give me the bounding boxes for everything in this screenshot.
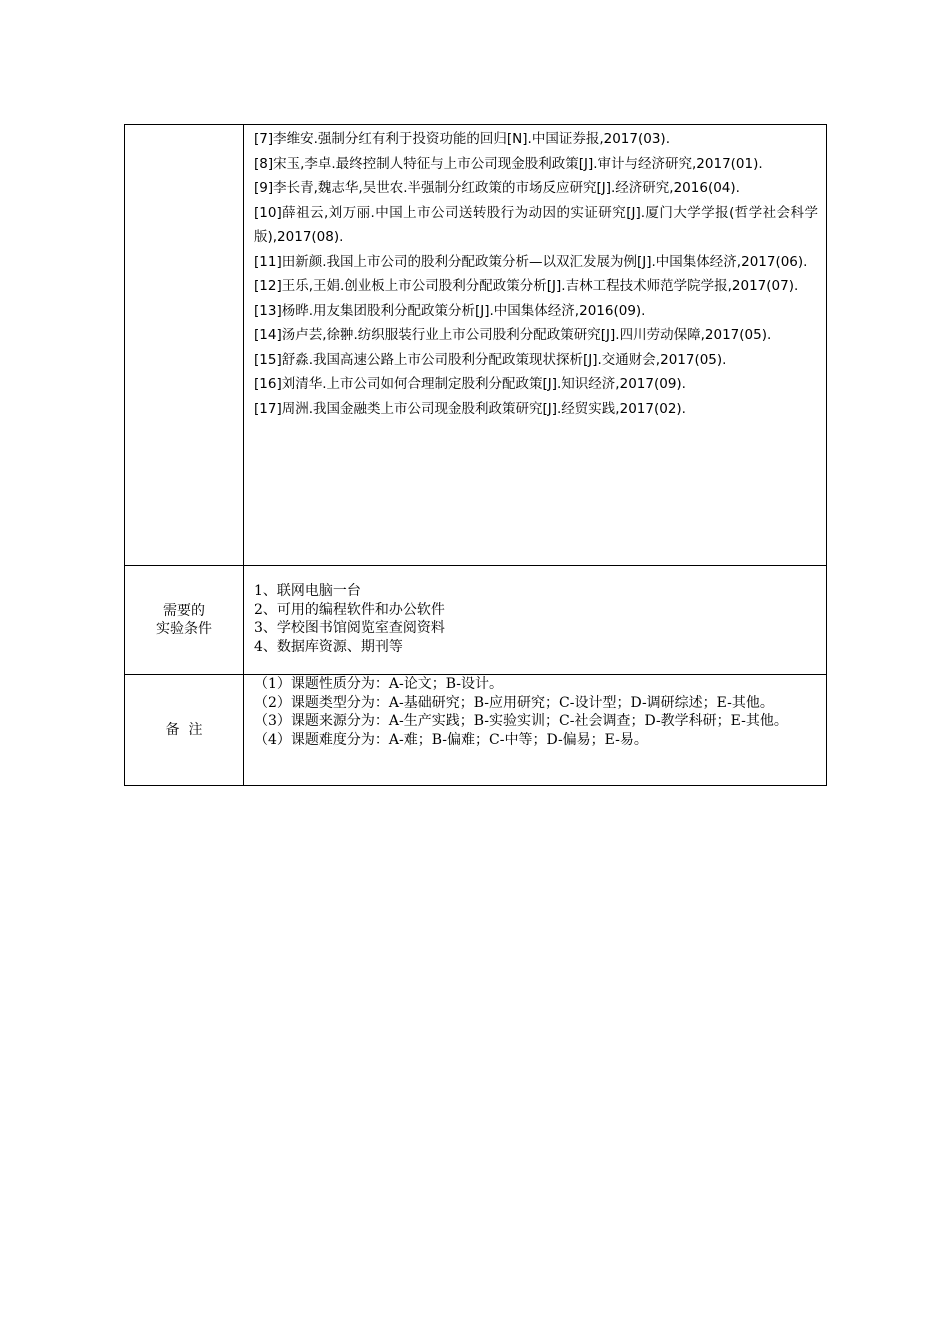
reference-item: [7]李维安.强制分红有利于投资功能的回归[N].中国证券报,2017(03). (254, 131, 670, 147)
reference-list (244, 125, 826, 427)
references-cell (244, 125, 827, 566)
references-label-cell (125, 125, 244, 566)
reference-item: [10]薛祖云,刘万丽.中国上市公司送转股行为动因的实证研究[J].厦门大学学报(哲学社会科学版),2017(08). (254, 204, 818, 245)
conditions-label-line: 需要的 (163, 603, 205, 619)
reference-item: [13]杨晔.用友集团股利分配政策分析[J].中国集体经济,2016(09). (254, 302, 646, 319)
condition-item: 3、学校图书馆阅览室查阅资料 (254, 620, 445, 636)
note-item: （4）课题难度分为：A-难；B-偏难；C-中等；D-偏易；E-易。 (254, 731, 648, 748)
condition-item: 2、可用的编程软件和办公软件 (254, 601, 445, 618)
conditions-label (125, 566, 244, 675)
notes-cell (244, 675, 827, 786)
reference-item: [16]刘清华.上市公司如何合理制定股利分配政策[J].知识经济,2017(09). (254, 376, 686, 392)
reference-item: [11]田新颜.我国上市公司的股利分配政策分析—以双汇发展为例[J].中国集体经济,2017(06). (254, 253, 808, 270)
reference-item: [9]李长青,魏志华,吴世农.半强制分红政策的市场反应研究[J].经济研究,2016(04). (254, 180, 740, 196)
notes-row (125, 675, 827, 786)
conditions-list (244, 566, 826, 656)
references-row (125, 125, 827, 566)
form-table (124, 124, 827, 786)
conditions-cell (244, 566, 827, 675)
condition-item: 1、联网电脑一台 (254, 583, 361, 599)
conditions-row (125, 566, 827, 675)
condition-item: 4、数据库资源、期刊等 (254, 638, 403, 655)
reference-item: [17]周洲.我国金融类上市公司现金股利政策研究[J].经贸实践,2017(02). (254, 400, 686, 417)
notes-label (125, 675, 244, 786)
reference-item: [15]舒淼.我国高速公路上市公司股利分配政策现状探析[J].交通财会,2017(05). (254, 351, 727, 368)
notes-label-text: 备 注 (165, 722, 203, 738)
note-item: （1）课题性质分为：A-论文；B-设计。 (254, 676, 504, 692)
reference-item: [12]王乐,王娟.创业板上市公司股利分配政策分析[J].吉林工程技术师范学院学报,2017(07). (254, 278, 799, 294)
conditions-label-line: 实验条件 (156, 621, 212, 637)
notes-list (244, 675, 826, 749)
note-item: （2）课题类型分为：A-基础研究；B-应用研究；C-设计型；D-调研综述；E-其他。 (254, 694, 774, 711)
reference-item: [14]汤卢芸,徐翀.纺织服装行业上市公司股利分配政策研究[J].四川劳动保障,2017(05). (254, 327, 772, 343)
reference-item: [8]宋玉,李卓.最终控制人特征与上市公司现金股利政策[J].审计与经济研究,2017(01). (254, 155, 763, 172)
note-item: （3）课题来源分为：A-生产实践；B-实验实训；C-社会调查；D-教学科研；E-其他。 (254, 713, 788, 729)
